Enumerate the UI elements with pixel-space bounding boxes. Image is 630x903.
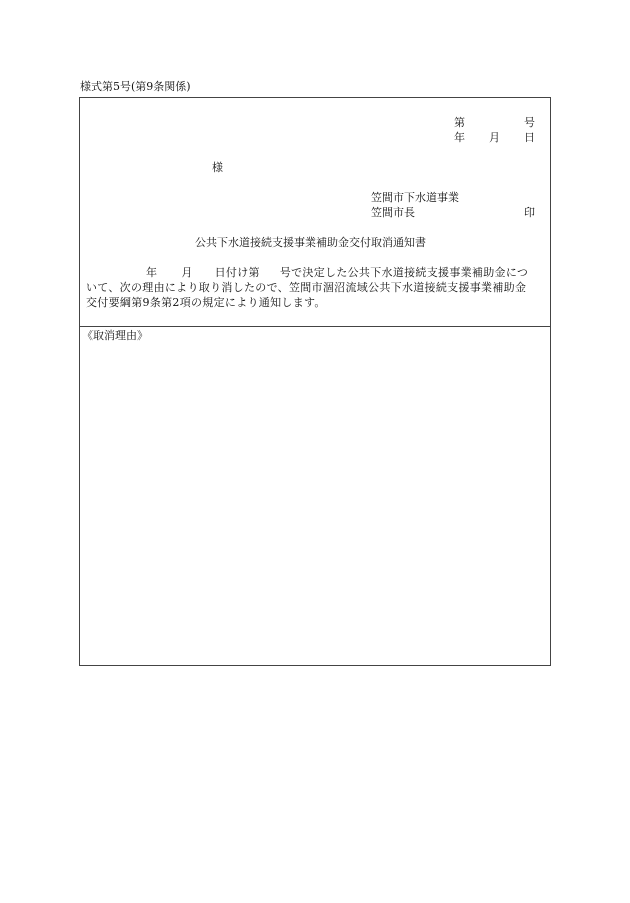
document-title: 公共下水道接続支援事業補助金交付取消通知書 <box>195 236 426 249</box>
body-line-2: いて、次の理由により取り消したので、笠間市涸沼流域公共下水道接続支援事業補助金 <box>86 281 527 294</box>
body-year: 年 <box>146 266 158 279</box>
form-number-label: 様式第5号(第9条関係) <box>80 80 191 93</box>
notice-form-frame <box>79 97 551 666</box>
addressee-suffix: 様 <box>212 161 223 174</box>
document-number-prefix: 第 <box>454 116 465 129</box>
body-month: 月 <box>181 266 193 279</box>
body-number-text: 号で決定した公共下水道接続支援事業補助金につ <box>279 266 529 279</box>
document-number-suffix: 号 <box>524 116 535 129</box>
notice-body <box>86 265 548 310</box>
date-day: 日 <box>524 131 535 144</box>
cancellation-reason-label: 《取消理由》 <box>82 329 148 342</box>
seal-mark: 印 <box>524 206 535 219</box>
body-line-1 <box>86 265 548 280</box>
issuer-organization: 笠間市下水道事業 <box>371 191 459 204</box>
issuer-title: 笠間市長 <box>371 206 415 219</box>
section-divider <box>80 326 550 327</box>
body-line-3: 交付要綱第9条第2項の規定により通知します。 <box>86 296 326 309</box>
date-month: 月 <box>489 131 500 144</box>
date-year: 年 <box>454 131 465 144</box>
body-dated: 日付け第 <box>214 266 260 279</box>
